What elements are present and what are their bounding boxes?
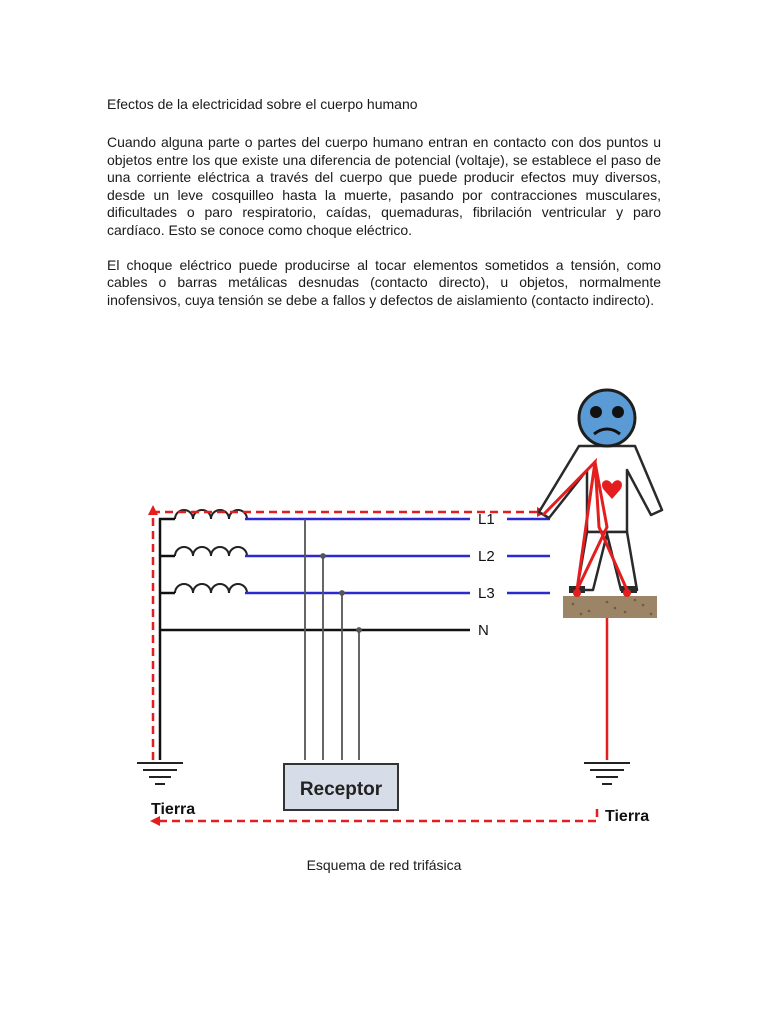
label-l3: L3 — [478, 585, 495, 602]
receptor-label: Receptor — [299, 779, 383, 800]
document-heading: Efectos de la electricidad sobre el cuerpo humano — [107, 96, 418, 112]
document-body — [107, 95, 661, 309]
label-l2: L2 — [478, 548, 495, 565]
phase-lines — [245, 519, 550, 593]
label-n: N — [478, 622, 489, 639]
three-phase-diagram — [107, 362, 667, 850]
transformer-coils-icon — [175, 510, 247, 593]
label-l1: L1 — [478, 511, 495, 528]
person-figure — [539, 390, 662, 593]
receptor-box — [284, 764, 398, 810]
ground-right-label: Tierra — [605, 808, 650, 825]
figure-caption: Esquema de red trifásica — [306, 857, 462, 873]
head-icon — [579, 390, 635, 446]
ground-patch — [563, 596, 657, 618]
ground-right-icon — [584, 763, 630, 784]
paragraph-1: Cuando alguna parte o partes del cuerpo humano entran en contacto con dos puntos u objetos entre los que existe una diferencia de potencial (voltaje), se establece el paso de una corriente eléctrica a través del cuerpo que puede producir efectos muy diversos, desde un leve cosquilleo hasta la muerte, pasando por contracciones musculares, dificultades o paro respiratorio, caídas, quemaduras, fibrilación ventricular y paro cardíaco. Esto se conoce como choque eléctrico. — [107, 134, 661, 238]
ground-left-icon — [137, 763, 183, 784]
paragraph-2: El choque eléctrico puede producirse al tocar elementos sometidos a tensión, como cables o barras metálicas desnudas (contacto directo), u objetos, normalmente inofensivos, cuya tensión se debe a fallos y defectos de aislamiento (contacto indirecto). — [107, 256, 661, 308]
ground-left-label: Tierra — [151, 801, 196, 818]
